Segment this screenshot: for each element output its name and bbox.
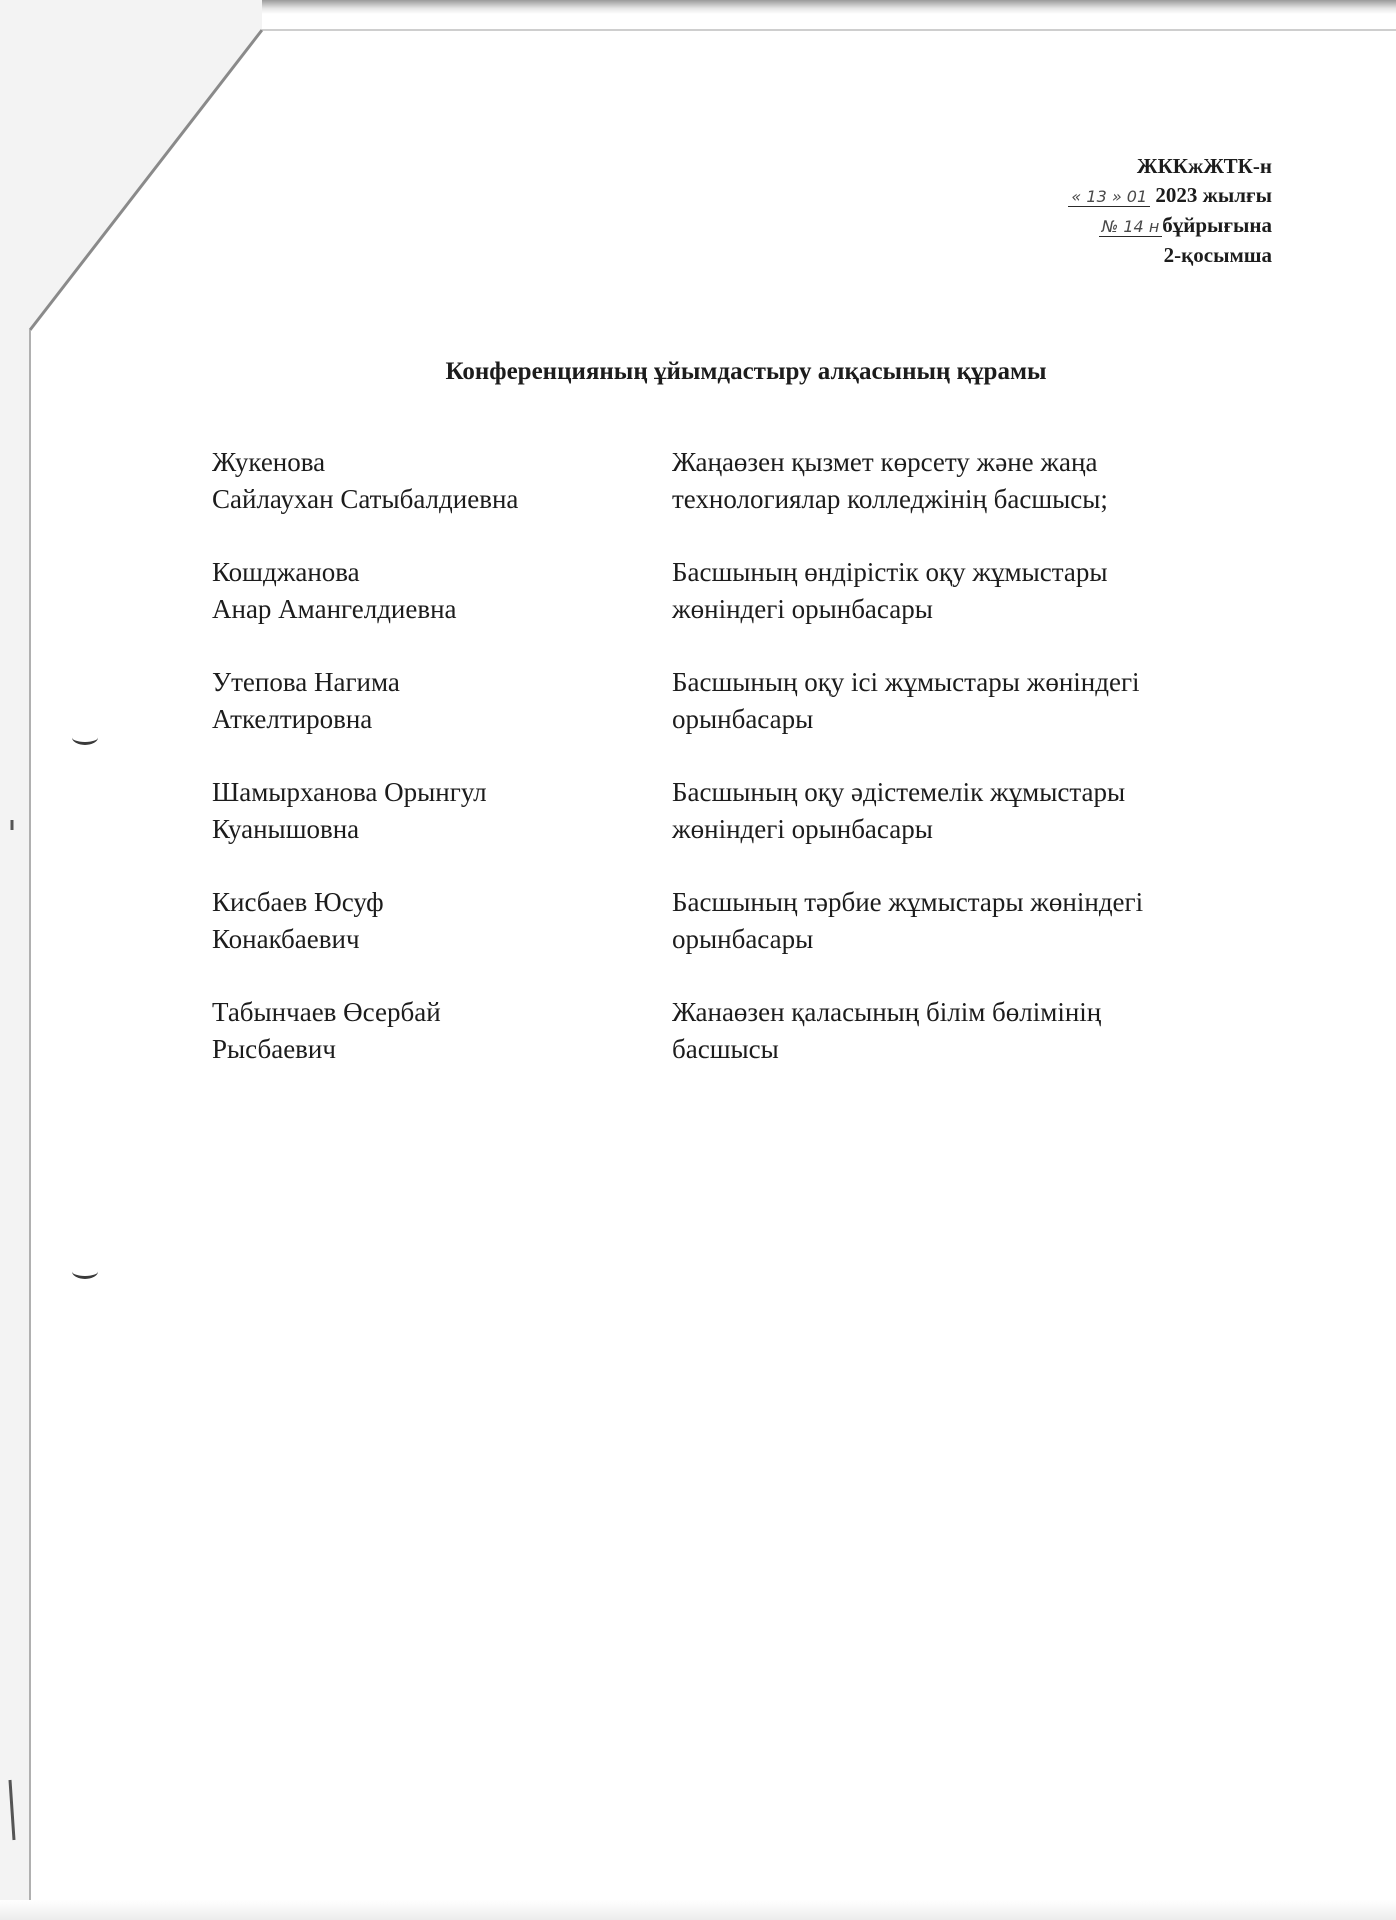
member-role xyxy=(672,554,1232,628)
member-row xyxy=(212,554,1252,664)
member-role-line: орынбасары xyxy=(672,924,814,954)
member-row xyxy=(212,664,1252,774)
member-surname: Табынчаев Өсербай xyxy=(212,997,441,1027)
member-role-line: басшысы xyxy=(672,1034,779,1064)
header-order-line xyxy=(1068,211,1272,241)
header-date-line xyxy=(1068,181,1272,211)
member-name xyxy=(212,994,612,1068)
member-role-line: жөніндегі орынбасары xyxy=(672,814,933,844)
member-given-names: Анар Амангелдиевна xyxy=(212,594,457,624)
member-given-names: Рысбаевич xyxy=(212,1034,336,1064)
member-role-line: жөніндегі орынбасары xyxy=(672,594,933,624)
punch-hole-mark xyxy=(72,1264,98,1279)
member-surname: Кисбаев Юсуф xyxy=(212,887,384,917)
member-role xyxy=(672,774,1232,848)
punch-hole-mark xyxy=(72,730,98,745)
header-org-line: ЖККжЖТК-н xyxy=(1136,154,1272,178)
member-name xyxy=(212,664,612,738)
member-given-names: Сайлаухан Сатыбалдиевна xyxy=(212,484,519,514)
member-name xyxy=(212,774,612,848)
member-row xyxy=(212,774,1252,884)
member-role-line: Жанаөзен қаласының білім бөлімінің xyxy=(672,997,1102,1027)
member-surname: Жукенова xyxy=(212,447,326,477)
member-given-names: Аткелтировна xyxy=(212,704,373,734)
member-role-line: Басшының оқу әдістемелік жұмыстары xyxy=(672,777,1126,807)
member-role xyxy=(672,664,1232,738)
handwritten-date: « 13 » 01 xyxy=(1068,187,1150,207)
committee-member-list xyxy=(212,444,1252,1104)
header-order-text: бұйрығына xyxy=(1162,213,1272,237)
member-row xyxy=(212,444,1252,554)
member-row xyxy=(212,994,1252,1104)
member-role xyxy=(672,444,1232,518)
member-role-line: технологиялар колледжінің басшысы; xyxy=(672,484,1108,514)
order-appendix-header xyxy=(1068,152,1272,270)
header-year-text: 2023 жылғы xyxy=(1155,183,1272,207)
member-name xyxy=(212,554,612,628)
member-given-names: Куанышовна xyxy=(212,814,360,844)
header-appendix-line: 2-қосымша xyxy=(1163,243,1272,267)
member-name xyxy=(212,884,612,958)
member-given-names: Конакбаевич xyxy=(212,924,360,954)
member-surname: Кошджанова xyxy=(212,557,360,587)
scan-bottom-edge xyxy=(0,1900,1396,1920)
member-role-line: Басшының тәрбие жұмыстары жөніндегі xyxy=(672,887,1144,917)
member-role-line: орынбасары xyxy=(672,704,814,734)
member-role-line: Басшының өндірістік оқу жұмыстары xyxy=(672,557,1108,587)
member-name xyxy=(212,444,612,518)
member-role xyxy=(672,884,1232,958)
member-role xyxy=(672,994,1232,1068)
member-role-line: Басшының оқу ісі жұмыстары жөніндегі xyxy=(672,667,1140,697)
member-surname: Шамырханова Орынгул xyxy=(212,777,487,807)
member-role-line: Жаңаөзен қызмет көрсету және жаңа xyxy=(672,447,1098,477)
member-surname: Утепова Нагима xyxy=(212,667,400,697)
document-title: Конференцияның ұйымдастыру алқасының құрамы xyxy=(445,358,1047,385)
member-row xyxy=(212,884,1252,994)
handwritten-order-number: № 14 н xyxy=(1099,217,1163,237)
